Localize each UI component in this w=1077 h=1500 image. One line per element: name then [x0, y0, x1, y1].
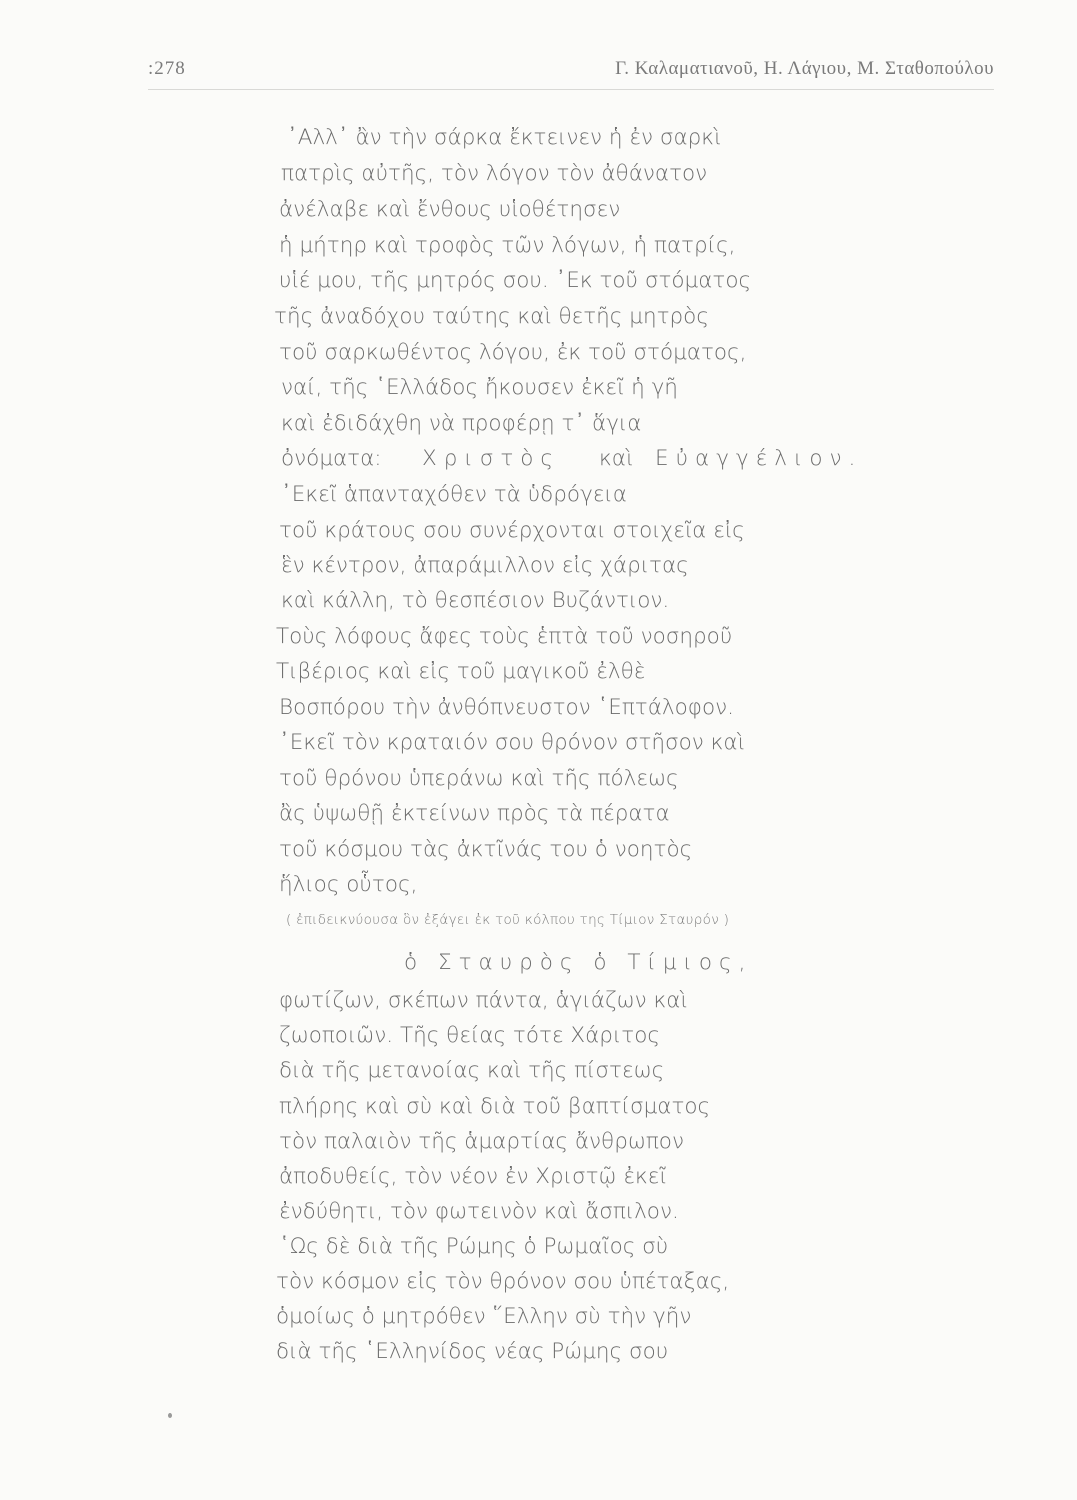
poem-line: τοῦ θρόνου ὑπεράνω καὶ τῆς πόλεως — [279, 766, 679, 791]
poem-line: υἱέ μου, τῆς μητρός σου. ᾿Εκ τοῦ στόματος — [279, 268, 752, 293]
poem-line: Τιβέριος καὶ εἰς τοῦ μαγικοῦ ἐλθὲ — [276, 659, 646, 684]
poem-line: Τοὺς λόφους ἄφες τοὺς ἑπτὰ τοῦ νοσηροῦ — [276, 624, 733, 649]
poem-line: ἡ μήτηρ καὶ τροφὸς τῶν λόγων, ἡ πατρίς, — [279, 233, 736, 258]
poem-line: Βοσπόρου τὴν ἀνθόπνευστον ῾Επτάλοφον. — [279, 695, 734, 720]
poem-line: ἥλιος οὗτος, — [279, 872, 418, 897]
poem-line: ἀνέλαβε καὶ ἔνθους υἱοθέτησεν — [279, 197, 621, 222]
emphasized-line: ὁ Σταυρὸς ὁ Τίμιος, — [404, 950, 753, 975]
poem-line: διὰ τῆς ῾Ελληνίδος νέας Ρώμης σου — [276, 1339, 669, 1364]
poem-line: φωτίζων, σκέπων πάντα, ἁγιάζων καὶ — [279, 988, 688, 1013]
poem-line: τῆς ἀναδόχου ταύτης καὶ θετῆς μητρὸς — [274, 304, 709, 329]
poem-line: ᾿Εκεῖ τὸν κραταιόν σου θρόνον στῆσον καὶ — [279, 730, 745, 755]
poem-line: ναί, τῆς ῾Ελλάδος ἤκουσεν ἐκεῖ ἡ γῆ — [281, 375, 678, 400]
running-head: Γ. Καλαματιανοῦ, Η. Λάγιου, Μ. Σταθοπούλου — [615, 58, 994, 79]
poem-line: πατρὶς αὐτῆς, τὸν λόγον τὸν ἀθάνατον — [281, 161, 708, 186]
poem-line: ἂς ὑψωθῇ ἐκτείνων πρὸς τὰ πέρατα — [279, 801, 670, 826]
poem-line: ζωοποιῶν. Τῆς θείας τότε Χάριτος — [279, 1023, 660, 1048]
poem-line: ἀποδυθείς, τὸν νέον ἐν Χριστῷ ἐκεῖ — [279, 1164, 667, 1189]
ink-speck — [168, 1413, 172, 1418]
poem-line: ᾿Αλλ᾿ ἂν τὴν σάρκα ἔκτεινεν ἡ ἐν σαρκὶ — [287, 125, 722, 150]
emphasized-word: Εὐαγγέλιον. — [655, 446, 863, 471]
poem-line: τοῦ σαρκωθέντος λόγου, ἐκ τοῦ στόματος, — [279, 340, 747, 365]
poem-line: ὀνόματα: — [281, 446, 382, 471]
poem-line: τοῦ κράτους σου συνέρχονται στοιχεῖα εἰς — [279, 518, 745, 543]
poem-line: ᾿Εκεῖ ἁπανταχόθεν τὰ ὑδρόγεια — [281, 482, 627, 507]
header-rule — [148, 89, 994, 90]
poem-line: ὁμοίως ὁ μητρόθεν ῞Ελλην σὺ τὴν γῆν — [276, 1304, 692, 1329]
poem-line: τοῦ κόσμου τὰς ἀκτῖνάς του ὁ νοητὸς — [279, 837, 693, 862]
poem-line: καὶ — [599, 446, 634, 471]
poem-line: ἓν κέντρον, ἀπαράμιλλον εἰς χάριτας — [281, 553, 689, 578]
poem-line: πλήρης καὶ σὺ καὶ διὰ τοῦ βαπτίσματος — [279, 1094, 711, 1119]
poem-line: ἐνδύθητι, τὸν φωτεινὸν καὶ ἄσπιλον. — [279, 1199, 679, 1224]
page-header — [148, 54, 994, 86]
poem-line: διὰ τῆς μετανοίας καὶ τῆς πίστεως — [279, 1058, 665, 1083]
poem-line: τὸν παλαιὸν τῆς ἁμαρτίας ἄνθρωπον — [279, 1129, 684, 1154]
poem-line: καὶ κάλλη, τὸ θεσπέσιον Βυζάντιον. — [281, 588, 670, 613]
poem-line: τὸν κόσμον εἰς τὸν θρόνον σου ὑπέταξας, — [276, 1269, 730, 1294]
page-number: :278 — [148, 58, 186, 79]
poem-line: καὶ ἐδιδάχθη νὰ προφέρῃ τ᾿ ἅγια — [281, 411, 642, 436]
stage-direction: ( ἐπιδεικνύουσα ὃν ἐξάγει ἐκ τοῦ κόλπου της Τίμιον Σταυρόν ) — [286, 912, 730, 928]
emphasized-word: Χριστὸς — [422, 446, 561, 471]
poem-line: ῾Ως δὲ διὰ τῆς Ρώμης ὁ Ρωμαῖος σὺ — [279, 1234, 669, 1259]
